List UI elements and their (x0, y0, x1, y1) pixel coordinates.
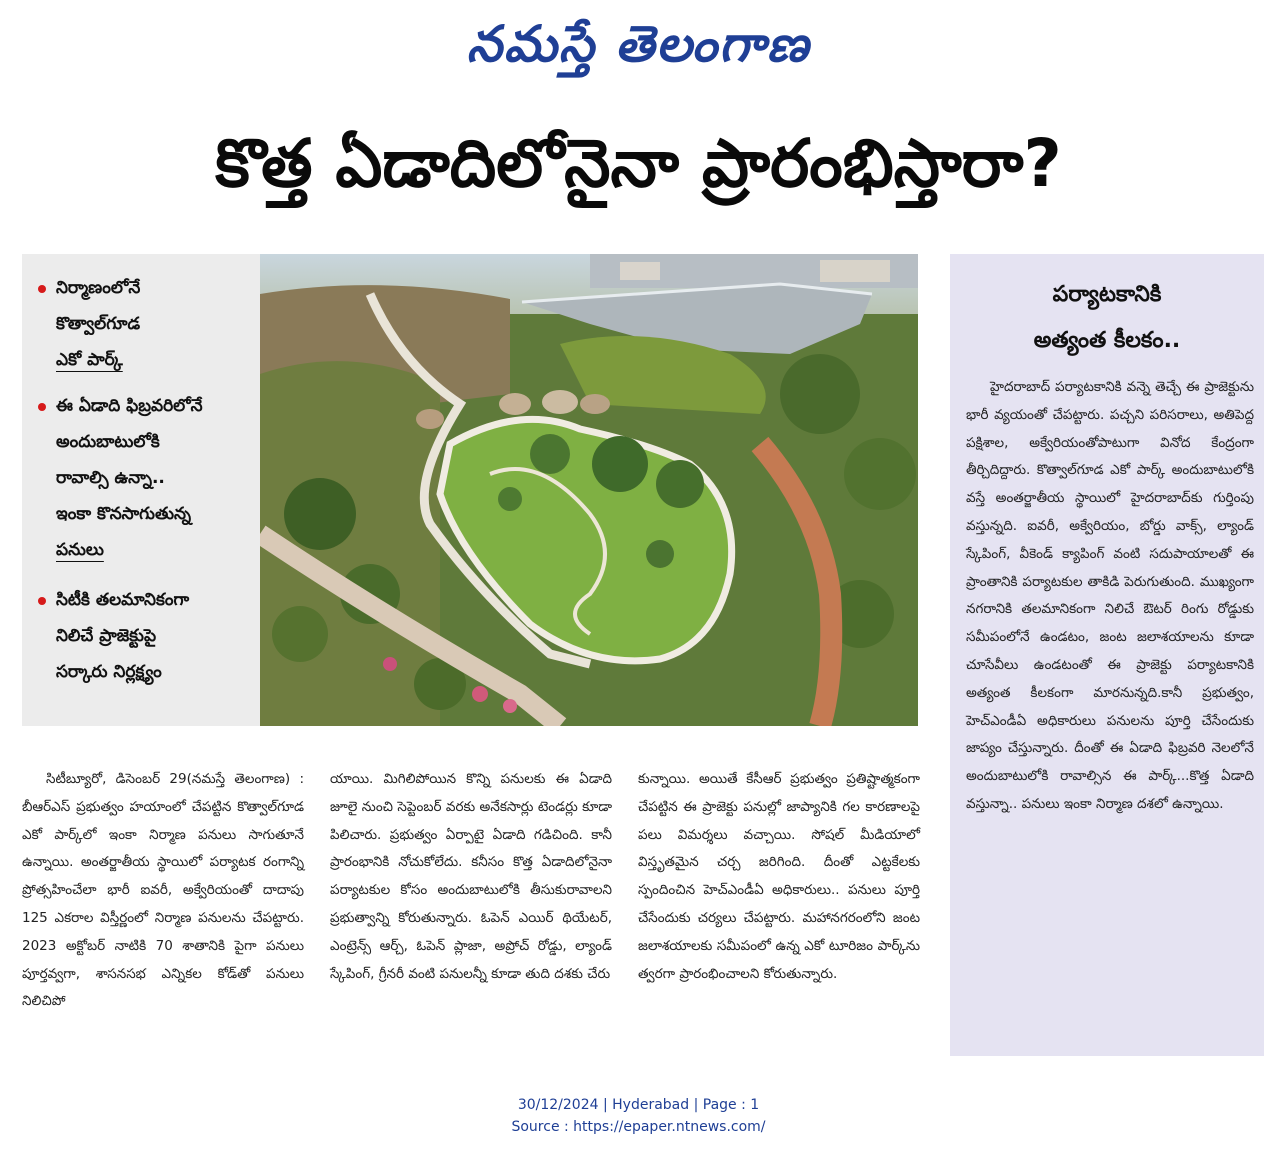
footer-date-line: 30/12/2024 | Hyderabad | Page : 1 (517, 1097, 760, 1113)
sidebar-title: పర్యాటకానికి (1052, 282, 1162, 307)
bullet-icon (38, 403, 46, 411)
masthead-logo: నమస్తే తెలంగాణ (466, 14, 811, 73)
highlight-line: ఈ ఏడాది ఫిబ్రవరిలోనే (56, 396, 203, 416)
article-column-3: కున్నాయి. అయితే కేసీఆర్ ప్రభుత్వం ప్రతిష్టాత్మకంగా చేపట్టిన ఈ ప్రాజెక్టు పనుల్లో జాప్యానికి గల కారణాలపై పలు విమర్శలు వచ్చాయి. సోషల్ మీడియాలో విస్తృతమైన చర్చ జరిగింది. దీంతో ఎట్టకేలకు స్పందించిన హెచ్‌ఎండీఏ అధికారులు.. పనులు పూర్తి చేసేందుకు చర్యలు చేపట్టారు. మహానగరంలోని జంట జలాశయాలకు సమీపంలో ఉన్న ఎకో టూరిజం పార్క్‌ను త్వరగా ప్రారంభించాలని కోరుతున్నారు. (638, 771, 920, 982)
sidebar-body-text: హైదరాబాద్ పర్యాటకానికి వన్నె తెచ్చే ఈ ప్రాజెక్టును భారీ వ్యయంతో చేపట్టారు. పచ్చని పరిసరాలు, అతిపెద్ద పక్షిశాల, అక్వేరియంతోపాటుగా వినోద కేంద్రంగా తీర్చిదిద్దారు. కొత్వాల్‌గూడ ఎకో పార్క్ అందుబాటులోకి వస్తే అంతర్జాతీయ స్థాయిలో హైదరాబాద్‌కు గుర్తింపు వస్తున్నది. ఐవరీ, అక్వేరియం, బోర్డు వాక్స్, ల్యాండ్ స్కేపింగ్, వీకెండ్ క్యాపింగ్ వంటి సదుపాయాలతో ఈ ప్రాంతానికి పర్యాటకుల తాకిడి పెరుగుతుంది. ముఖ్యంగా నగరానికి తలమానికంగా నిలిచే ఔటర్ రింగు రోడ్డుకు సమీపంలోనే ఉండటం, జంట జలాశయాలను కూడా చూసేవీలు ఉండటంతో ఈ ప్రాజెక్టు పర్యాటకానికి అత్యంత కీలకంగా మారనున్నది.కానీ ప్రభుత్వం, హెచ్‌ఎండీఏ అధికారులు పనులను పూర్తి చేసేందుకు జాప్యం చేస్తున్నారు. దీంతో ఈ ఏడాది ఫిబ్రవరి నెలలోనే అందుబాటులోకి రావాల్సిన ఈ పార్క్...కొత్త ఏడాది వస్తున్నా.. పనులు ఇంకా నిర్మాణ దశలో ఉన్నాయి. (966, 379, 1254, 812)
highlight-line: పనులు (56, 540, 104, 560)
highlight-line: నిర్మాణంలోనే (56, 278, 141, 298)
bullet-icon (38, 285, 46, 293)
sidebar-subtitle: అత్యంత కీలకం.. (1033, 328, 1181, 353)
headline: కొత్త ఏడాదిలోనైనా ప్రారంభిస్తారా? (215, 125, 1062, 202)
highlight-line: రావాల్సి ఉన్నా.. (56, 468, 165, 488)
article-column-2: యాయి. మిగిలిపోయిన కొన్ని పనులకు ఈ ఏడాది జూలై నుంచి సెప్టెంబర్ వరకు అనేకసార్లు టెండర్లు కూడా పిలిచారు. ప్రభుత్వం ఏర్పాటై ఏడాది గడిచింది. కానీ ప్రారంభానికి నోచుకోలేదు. కనీసం కొత్త ఏడాదిలోనైనా పర్యాటకుల కోసం అందుబాటులోకి తీసుకురావాలని ప్రభుత్వాన్ని కోరుతున్నారు. ఓపెన్ ఎయిర్ థియేటర్, ఎంట్రెన్స్ ఆర్చ్, ఓపెన్ ప్లాజా, అప్రోచ్ రోడ్డు, ల్యాండ్ స్కేపింగ్, గ్రీనరీ వంటి పనులన్నీ కూడా తుది దశకు చేరు (330, 771, 612, 982)
sidebar-box (950, 254, 1264, 1056)
article-column-1: సిటీబ్యూరో, డిసెంబర్ 29(నమస్తే తెలంగాణ) : బీఆర్‌ఎస్ ప్రభుత్వం హయాంలో చేపట్టిన కొత్వాల్‌గూడ ఎకో పార్క్‌లో ఇంకా నిర్మాణ పనులు సాగుతూనే ఉన్నాయి. అంతర్జాతీయ స్థాయిలో పర్యాటక రంగాన్ని ప్రోత్సహించేలా భారీ ఐవరీ, అక్వేరియంతో దాదాపు 125 ఎకరాల విస్తీర్ణంలో నిర్మాణ పనులను చేపట్టారు. 2023 అక్టోబర్ నాటికి 70 శాతానికి పైగా పనులు పూర్తవ్వగా, శాసనసభ ఎన్నికల కోడ్‌తో పనులు నిలిచిపో (22, 771, 304, 1010)
footer-source-line: Source : https://epaper.ntnews.com/ (511, 1119, 766, 1135)
highlight-line: కొత్వాల్‌గూడ (56, 314, 141, 334)
highlights-box (22, 254, 260, 726)
highlight-line: నిలిచే ప్రాజెక్టుపై (56, 626, 157, 646)
highlight-line: సిటీకి తలమానికంగా (56, 590, 190, 610)
highlight-line: ఎకో పార్క్ (56, 350, 123, 370)
highlight-line: ఇంకా కొనసాగుతున్న (56, 504, 192, 524)
highlight-item (22, 270, 260, 378)
highlight-line: సర్కారు నిర్లక్ష్యం (56, 662, 162, 682)
eco-park-aerial-photo (260, 254, 918, 726)
highlight-item (22, 582, 260, 690)
highlight-line: అందుబాటులోకి (56, 432, 160, 452)
highlight-item (22, 388, 260, 568)
bullet-icon (38, 597, 46, 605)
